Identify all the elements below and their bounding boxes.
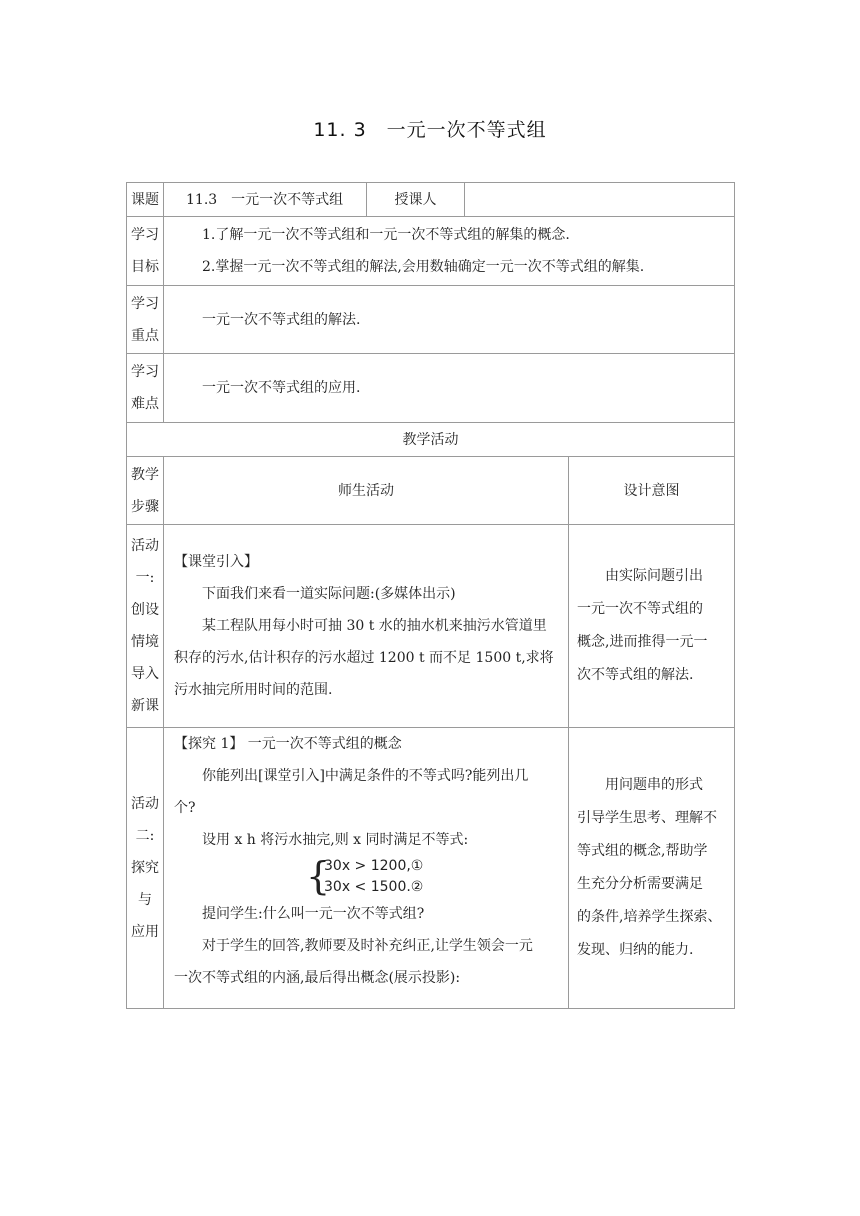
activity2-heading: 【探究 1】 一元一次不等式组的概念 [174, 736, 402, 752]
activity1-intent-line-3: 概念,进而推得一元一 [577, 634, 708, 650]
activity2-label-line-4: 与 [138, 892, 152, 908]
objective-item-1: 1.了解一元一次不等式组和一元一次不等式组的解集的概念. [202, 227, 570, 243]
key-point-label-line-1: 学习 [131, 295, 159, 312]
activity1-paragraph-2-line-3: 污水抽完所用时间的范围. [174, 682, 333, 698]
activity2-label-line-1: 活动 [131, 796, 159, 812]
difficulty-row [127, 354, 735, 423]
activity1-intent-line-2: 一元一次不等式组的 [577, 601, 703, 617]
activity1-intent [569, 525, 735, 728]
activity1-label-line-1: 活动 [131, 538, 159, 554]
activity2-prompt: 提问学生:什么叫一元一次不等式组? [202, 906, 425, 922]
activity1-heading: 【课堂引入】 [174, 554, 258, 570]
activity2-intent-line-4: 生充分分析需要满足 [577, 876, 703, 892]
activity1-row [127, 525, 735, 728]
activity2-closing-line-2: 一次不等式组的内涵,最后得出概念(展示投影): [174, 970, 461, 986]
activity2-label-line-3: 探究 [131, 860, 159, 876]
activity2-intent-line-6: 发现、归纳的能力. [577, 942, 694, 958]
topic-value: 11.3 一元一次不等式组 [164, 183, 367, 217]
activity1-label-line-6: 新课 [131, 698, 159, 714]
key-point-label [127, 286, 164, 354]
activity1-paragraph-2-line-1: 某工程队用每小时可抽 30 t 水的抽水机来抽污水管道里 [202, 618, 547, 634]
key-point-label-line-2: 重点 [131, 327, 159, 344]
teacher-value [465, 183, 735, 217]
activity2-closing-line-1: 对于学生的回答,教师要及时补充纠正,让学生领会一元 [202, 938, 533, 954]
objective-item-2: 2.掌握一元一次不等式组的解法,会用数轴确定一元一次不等式组的解集. [202, 259, 645, 275]
activity1-content [164, 525, 569, 728]
activity2-setup: 设用 x h 将污水抽完,则 x 同时满足不等式: [202, 832, 469, 848]
activity2-intent [569, 728, 735, 1009]
difficulty-label [127, 354, 164, 423]
objectives-label [127, 217, 164, 286]
activity2-row [127, 728, 735, 1009]
activity2-question-line-1: 你能列出[课堂引入]中满足条件的不等式吗?能列出几 [202, 768, 529, 784]
intent-column-header: 设计意图 [569, 457, 735, 525]
activities-heading: 教学活动 [127, 423, 735, 457]
left-brace-icon: { [306, 854, 331, 898]
difficulty-label-line-2: 难点 [131, 396, 159, 412]
key-point-text: 一元一次不等式组的解法. [164, 286, 735, 354]
difficulty-label-line-1: 学习 [131, 364, 159, 380]
activities-heading-row [127, 423, 735, 457]
activity2-label [127, 728, 164, 1009]
activity2-question-line-2: 个? [174, 800, 196, 816]
activity1-intent-line-1: 由实际问题引出 [605, 568, 703, 584]
inequality-system [174, 856, 560, 898]
difficulty-text: 一元一次不等式组的应用. [164, 354, 735, 423]
objectives-content [164, 217, 735, 286]
activity2-intent-line-3: 等式组的概念,帮助学 [577, 843, 708, 859]
activity2-label-line-5: 应用 [131, 924, 159, 940]
key-point-row [127, 286, 735, 354]
page-title: 11. 3 一元一次不等式组 [313, 119, 547, 141]
topic-label: 课题 [127, 183, 164, 217]
objectives-label-line-2: 目标 [131, 259, 159, 275]
activity2-content [164, 728, 569, 1009]
activity2-intent-line-1: 用问题串的形式 [605, 777, 703, 793]
teacher-label: 授课人 [367, 183, 465, 217]
activity1-label-line-4: 情境 [131, 634, 159, 650]
activity1-label [127, 525, 164, 728]
activity1-paragraph-2-line-2: 积存的污水,估计积存的污水超过 1200 t 而不足 1500 t,求将 [174, 650, 554, 666]
objectives-label-line-1: 学习 [131, 227, 159, 243]
activity-column-header: 师生活动 [164, 457, 569, 525]
step-header-line-2: 步骤 [131, 498, 159, 515]
inequality-1: 30x > 1200,① [324, 858, 424, 874]
step-column-header [127, 457, 164, 525]
step-header-line-1: 教学 [131, 466, 159, 483]
activity1-label-line-2: 一: [135, 570, 155, 586]
activity1-paragraph-1: 下面我们来看一道实际问题:(多媒体出示) [202, 586, 456, 602]
activity2-intent-line-5: 的条件,培养学生探索、 [577, 909, 722, 925]
activity1-label-line-5: 导入 [131, 666, 159, 682]
topic-row [127, 183, 735, 217]
inequality-2: 30x < 1500.② [324, 879, 424, 895]
activity1-intent-line-4: 次不等式组的解法. [577, 667, 694, 683]
activity1-label-line-3: 创设 [131, 602, 159, 618]
lesson-plan-table [126, 182, 735, 1009]
activity2-label-line-2: 二: [135, 828, 155, 844]
objectives-row [127, 217, 735, 286]
column-header-row [127, 457, 735, 525]
activity2-intent-line-2: 引导学生思考、理解不 [577, 810, 717, 826]
